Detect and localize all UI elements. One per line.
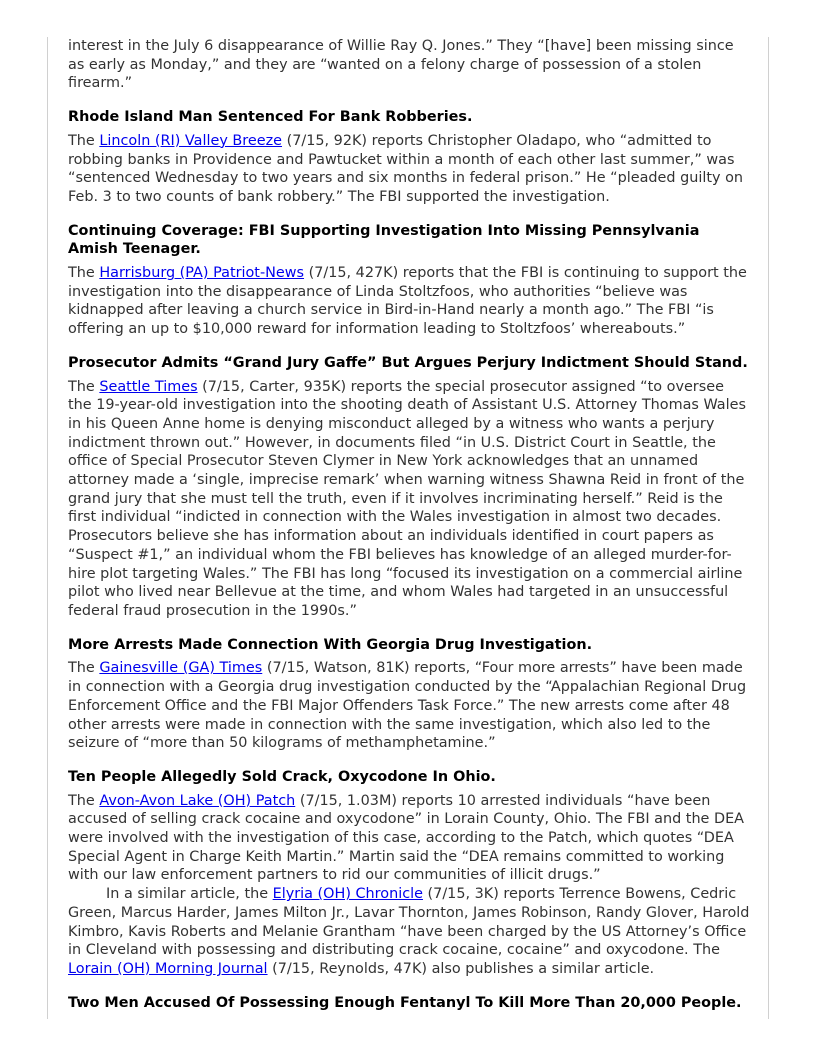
article-heading: Continuing Coverage: FBI Supporting Investigation Into Missing Pennsylvania Amish Teenager. xyxy=(68,222,700,258)
article-heading: Prosecutor Admits “Grand Jury Gaffe” But Argues Perjury Indictment Should Stand. xyxy=(68,354,748,371)
source-link[interactable]: Elyria (OH) Chronicle xyxy=(272,886,423,903)
intro-paragraph: interest in the July 6 disappearance of Willie Ray Q. Jones.” They “[have] been missing since as early as Monday,” and they are “wanted on a felony charge of possession of a stolen firearm.” xyxy=(68,38,734,92)
source-link[interactable]: Gainesville (GA) Times xyxy=(99,660,263,677)
source-link[interactable]: Harrisburg (PA) Patriot-News xyxy=(99,265,305,282)
text: (7/15, Reynolds, 47K) also publishes a similar article. xyxy=(267,960,655,977)
text: The xyxy=(68,378,100,395)
text: The xyxy=(68,265,100,282)
article-paragraph xyxy=(68,792,750,886)
article-paragraph xyxy=(68,659,750,753)
text: The xyxy=(68,660,100,677)
text: (7/15, 3K) reports Terrence Bowens, Cedric Green, Marcus Harder, James Milton Jr., Lavar Thornton, James Robinson, Randy Glover, Harold Kimbro, Kavis Roberts and Melanie Grantham “have been charged by the US Attorney’s Office in Cleveland with possessing and distributing crack cocaine, cocaine” and oxycodone. The xyxy=(68,886,750,959)
text: (7/15, 427K) reports that the FBI is continuing to support the investigation into the disappearance of Linda Stoltzfoos, who authorities “believe was kidnapped after leaving a church service in Bird-in-Hand nearly a month ago.” The FBI “is offering an up to $10,000 reward for information leading to Stoltzfoos’ whereabouts.” xyxy=(68,265,747,338)
text: (7/15, 1.03M) reports 10 arrested individuals “have been accused of selling crack cocaine and oxycodone” in Lorain County, Ohio. The FBI and the DEA were involved with the investigation of this case, according to the Patch, which quotes “DEA Special Agent in Charge Keith Martin.” Martin said the “DEA remains committed to working with our law enforcement partners to rid our communities of illicit drugs.” xyxy=(68,792,745,884)
source-link[interactable]: Lorain (OH) Morning Journal xyxy=(68,960,268,977)
article-heading: More Arrests Made Connection With Georgia Drug Investigation. xyxy=(68,636,593,653)
document-body xyxy=(68,37,750,1017)
article-heading: Two Men Accused Of Possessing Enough Fentanyl To Kill More Than 20,000 People. xyxy=(68,994,742,1011)
text: In a similar article, the xyxy=(106,886,273,903)
article-paragraph xyxy=(68,132,750,207)
article-paragraph xyxy=(68,885,750,979)
source-link[interactable]: Lincoln (RI) Valley Breeze xyxy=(99,132,283,149)
text: (7/15, Watson, 81K) reports, “Four more arrests” have been made in connection with a Georgia drug investigation conducted by the “Appalachian Regional Drug Enforcement Office and the FBI Major Offenders Task Force.” The new arrests come after 48 other arrests were made in connection with the same investigation, which also led to the seizure of “more than 50 kilograms of methamphetamine.” xyxy=(68,660,747,752)
text: (7/15, Carter, 935K) reports the special prosecutor assigned “to oversee the 19-year-old investigation into the shooting death of Assistant U.S. Attorney Thomas Wales in his Queen Anne home is denying misconduct alleged by a witness who wants a perjury indictment thrown out.” However, in documents filed “in U.S. District Court in Seattle, the office of Special Prosecutor Steven Clymer in New York acknowledges that an unnamed attorney made a ‘single, imprecise remark’ when warning witness Shawna Reid in front of the grand jury that she must tell the truth, even if it involves incriminating herself.” Reid is the first individual “indicted in connection with the Wales investigation in almost two decades. Prosecutors believe she has information about an individuals identified in court papers as “Suspect #1,” an individual whom the FBI believes has knowledge of an alleged murder-for-hire plot targeting Wales.” The FBI has long “focused its investigation on a commercial airline pilot who lived near Bellevue at the time, and whom Wales had targeted in an unsuccessful federal fraud prosecution in the 1990s.” xyxy=(68,378,746,619)
text: (7/15, 92K) reports Christopher Oladapo, who “admitted to robbing banks in Providence and Pawtucket within a month of each other last summer,” was “sentenced Wednesday to two years and six months in federal prison.” He “pleaded guilty on Feb. 3 to two counts of bank robbery.” The FBI supported the investigation. xyxy=(68,132,744,205)
article-paragraph xyxy=(68,378,750,621)
text: The xyxy=(68,792,100,809)
text: The xyxy=(68,132,100,149)
article-heading: Ten People Allegedly Sold Crack, Oxycodone In Ohio. xyxy=(68,768,496,785)
article-paragraph xyxy=(68,264,750,339)
article-heading: Rhode Island Man Sentenced For Bank Robberies. xyxy=(68,109,473,126)
source-link[interactable]: Seattle Times xyxy=(99,378,198,395)
source-link[interactable]: Avon-Avon Lake (OH) Patch xyxy=(99,792,296,809)
